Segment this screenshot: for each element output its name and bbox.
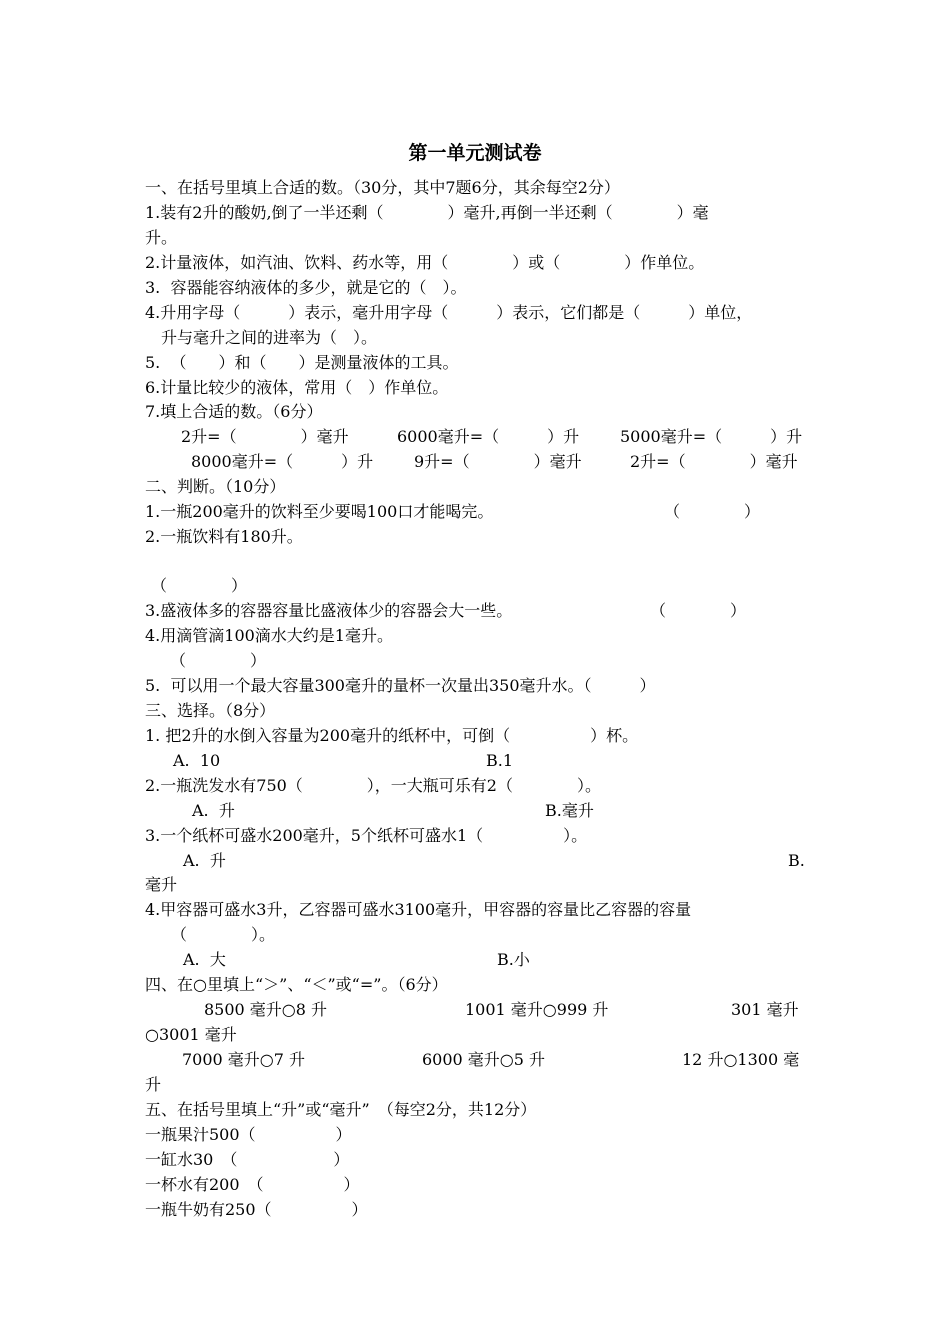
option-a: A. 升 — [192, 801, 235, 820]
question-2-4: 4.用滴管滴100滴水大约是1毫升。 — [145, 626, 393, 645]
question-2-5: 5. 可以用一个最大容量300毫升的量杯一次量出350毫升水。（ ） — [145, 676, 656, 695]
question-1-2: 2.计量液体，如汽油、饮料、药水等，用（ ）或（ ）作单位。 — [145, 253, 705, 272]
question-1-7: 7.填上合适的数。（6分） — [145, 402, 323, 421]
unit-item: 一瓶牛奶有250（ ） — [145, 1200, 368, 1219]
conversion-item: 2升=（ ）毫升 — [181, 427, 349, 446]
section-2-heading: 二、判断。（10分） — [145, 477, 286, 496]
question-1-4-cont: 升与毫升之间的进率为（ ）。 — [161, 328, 378, 347]
option-b: B.1 — [486, 751, 514, 770]
conversion-item: 8000毫升=（ ）升 — [191, 452, 374, 471]
unit-item: 一瓶果汁500（ ） — [145, 1125, 352, 1144]
question-3-2: 2.一瓶洗发水有750（ ），一大瓶可乐有2（ ）。 — [145, 776, 601, 795]
option-b: B.毫升 — [545, 801, 594, 820]
question-1-1: 1.装有2升的酸奶,倒了一半还剩（ ）毫升,再倒一半还剩（ ）毫 — [145, 203, 709, 222]
comparison-item: 1001 毫升○999 升 — [465, 1000, 609, 1019]
comparison-item: 12 升○1300 毫 — [682, 1050, 800, 1069]
conversion-item: 9升=（ ）毫升 — [414, 452, 582, 471]
question-3-4: 4.甲容器可盛水3升，乙容器可盛水3100毫升，甲容器的容量比乙容器的容量 — [145, 900, 692, 919]
answer-paren: （ ） — [650, 601, 747, 620]
unit-item: 一缸水30 （ ） — [145, 1150, 350, 1169]
conversion-item: 5000毫升=（ ）升 — [620, 427, 803, 446]
section-5-heading: 五、在括号里填上“升”或“毫升” （每空2分，共12分） — [145, 1100, 537, 1119]
question-1-4: 4.升用字母（ ）表示，毫升用字母（ ）表示，它们都是（ ）单位， — [145, 303, 753, 322]
comparison-item: 6000 毫升○5 升 — [422, 1050, 546, 1069]
conversion-item: 6000毫升=（ ）升 — [397, 427, 580, 446]
unit-item: 一杯水有200 （ ） — [145, 1175, 360, 1194]
question-1-1-cont: 升。 — [145, 228, 178, 247]
question-3-3: 3.一个纸杯可盛水200毫升，5个纸杯可盛水1（ ）。 — [145, 826, 588, 845]
section-3-heading: 三、选择。（8分） — [145, 701, 276, 720]
question-2-3: 3.盛液体多的容器容量比盛液体少的容器会大一些。 — [145, 601, 513, 620]
question-1-3: 3. 容器能容纳液体的多少，就是它的（ ）。 — [145, 278, 467, 297]
comparison-item-cont: ○3001 毫升 — [145, 1025, 237, 1044]
answer-paren: （ ） — [151, 576, 248, 595]
option-a: A. 大 — [183, 950, 226, 969]
section-4-heading: 四、在○里填上“＞”、“＜”或“=”。（6分） — [145, 975, 448, 994]
answer-paren: （ ） — [170, 651, 267, 670]
question-1-5: 5. （ ）和（ ）是测量液体的工具。 — [145, 353, 459, 372]
question-1-6: 6.计量比较少的液体，常用（ ）作单位。 — [145, 378, 449, 397]
comparison-item: 301 毫升 — [731, 1000, 799, 1019]
question-2-1: 1.一瓶200毫升的饮料至少要喝100口才能喝完。 — [145, 502, 494, 521]
question-2-2: 2.一瓶饮料有180升。 — [145, 527, 303, 546]
option-a: A. 升 — [183, 851, 226, 870]
question-3-4-cont: （ ）。 — [171, 925, 276, 944]
question-3-1: 1. 把2升的水倒入容量为200毫升的纸杯中，可倒（ ）杯。 — [145, 726, 639, 745]
option-b: B.小 — [497, 950, 530, 969]
page-title: 第一单元测试卷 — [408, 142, 542, 164]
option-b: B. — [788, 851, 805, 870]
section-1-heading: 一、在括号里填上合适的数。（30分，其中7题6分，其余每空2分） — [145, 178, 620, 197]
comparison-item: 7000 毫升○7 升 — [182, 1050, 306, 1069]
answer-paren: （ ） — [664, 502, 761, 521]
comparison-item: 8500 毫升○8 升 — [204, 1000, 328, 1019]
option-a: A. 10 — [173, 751, 221, 770]
conversion-item: 2升=（ ）毫升 — [630, 452, 798, 471]
comparison-item-cont: 升 — [145, 1075, 162, 1094]
option-b-cont: 毫升 — [145, 875, 178, 894]
